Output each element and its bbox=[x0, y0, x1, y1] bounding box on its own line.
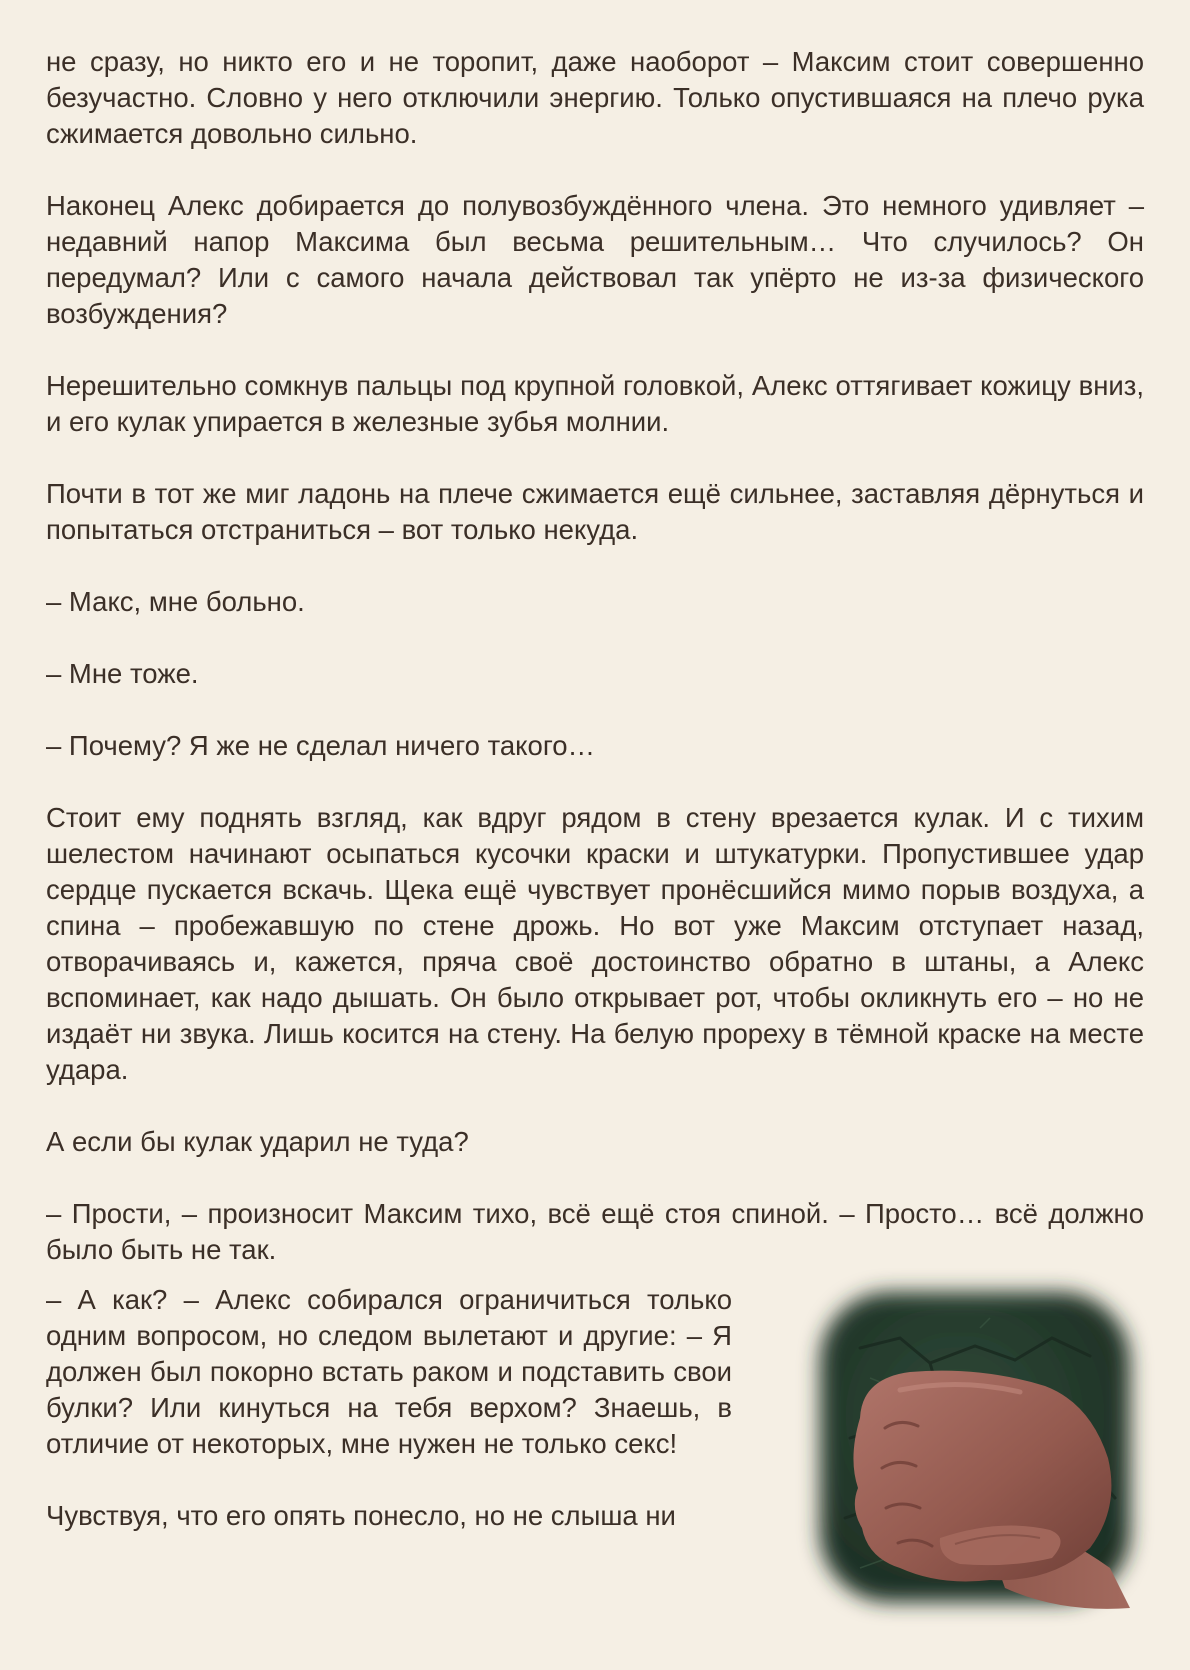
paragraph-8: – А как? – Алекс собирался ограничиться только одним вопросом, но следом вылетают и другие: – Я должен был покорно встать раком и подставить свои булки? Или кинуться на тебя верхом? Знаешь, в отличие от некоторых, мне нужен не только секс! bbox=[46, 1284, 732, 1459]
paragraph-2: Наконец Алекс добирается до полувозбуждённого члена. Это немного удивляет – недавний напор Максима был весьма решительным… Что случилось? Он передумал? Или с самого начала действовал так упёрто не из-за физического возбуждения? bbox=[46, 190, 1144, 329]
paragraph-5: Стоит ему поднять взгляд, как вдруг рядом в стену врезается кулак. И с тихим шелестом начинают осыпаться кусочки краски и штукатурки. Пропустившее удар сердце пускается вскачь. Щека ещё чувствует пронёсшийся мимо порыв воздуха, а спина – пробежавшую по стене дрожь. Но вот уже Максим отступает назад, отворачиваясь и, кажется, пряча своё достоинство обратно в штаны, а Алекс вспоминает, как надо дышать. Он было открывает рот, чтобы окликнуть его – но не издаёт ни звука. Лишь косится на стену. На белую прореху в тёмной краске на месте удара. bbox=[46, 802, 1144, 1085]
dialogue-line-3: – Почему? Я же не сделал ничего такого… bbox=[46, 730, 596, 761]
paragraph-4: Почти в тот же миг ладонь на плече сжимается ещё сильнее, заставляя дёрнуться и попытаться отстраниться – вот только некуда. bbox=[46, 478, 1144, 545]
dialogue-line-1: – Макс, мне больно. bbox=[46, 586, 305, 617]
fist-against-cracked-wall-illustration bbox=[790, 1268, 1160, 1628]
text-column-beside-illustration bbox=[46, 1282, 732, 1534]
paragraph-6: А если бы кулак ударил не туда? bbox=[46, 1126, 469, 1157]
paragraph-7: – Прости, – произносит Максим тихо, всё ещё стоя спиной. – Просто… всё должно было быть не так. bbox=[46, 1198, 1144, 1265]
dialogue-line-2: – Мне тоже. bbox=[46, 658, 199, 689]
paragraph-1: не сразу, но никто его и не торопит, даже наоборот – Максим стоит совершенно безучастно. Словно у него отключили энергию. Только опустившаяся на плечо рука сжимается довольно сильно. bbox=[46, 46, 1144, 149]
fist-illustration bbox=[790, 1268, 1160, 1628]
paragraph-3: Нерешительно сомкнув пальцы под крупной головкой, Алекс оттягивает кожицу вниз, и его кулак упирается в железные зубья молнии. bbox=[46, 370, 1144, 437]
paragraph-9: Чувствуя, что его опять понесло, но не слыша ни bbox=[46, 1500, 676, 1531]
